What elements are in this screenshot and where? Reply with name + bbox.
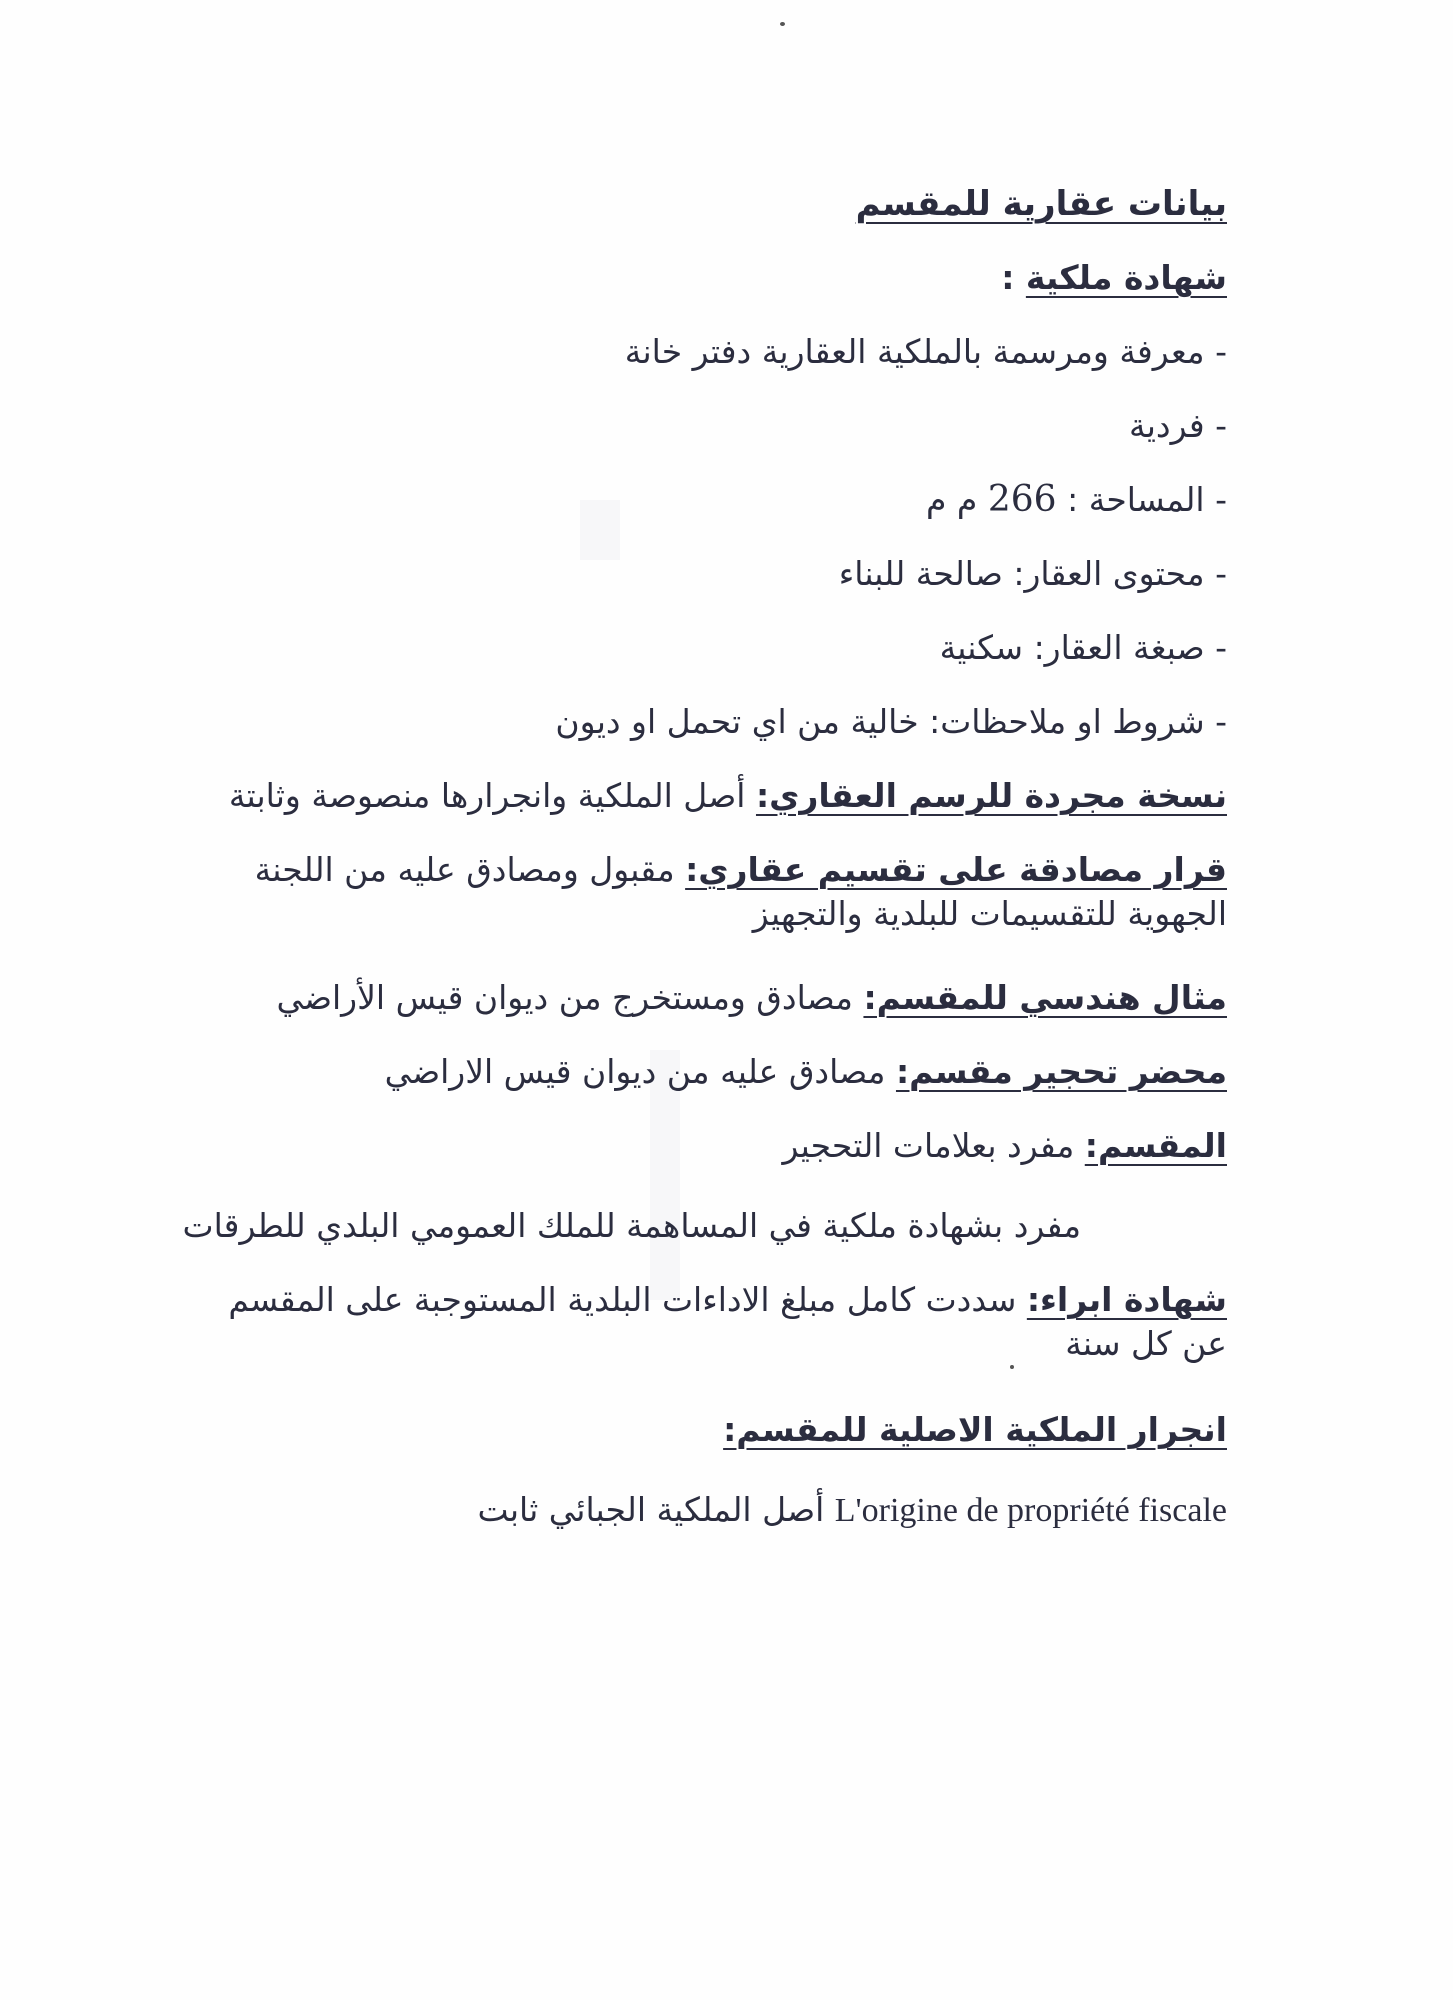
bleed-through-shadow: [580, 500, 620, 560]
area-unit: م م: [926, 480, 978, 519]
engineering-plan-label: مثال هندسي للمقسم:: [863, 978, 1227, 1017]
clearance-row: [187, 1278, 1227, 1366]
area-value: 266: [987, 479, 1057, 520]
item-nature: - صبغة العقار: سكنية: [939, 628, 1227, 667]
origin-row: [477, 1488, 1227, 1533]
engineering-plan-text: مصادق ومستخرج من ديوان قيس الأراضي: [276, 978, 864, 1017]
subdivision-decision-label: قرار مصادقة على تقسيم عقاري:: [685, 850, 1227, 889]
document-title: بيانات عقارية للمقسم: [855, 184, 1227, 224]
item-conditions: - شروط او ملاحظات: خالية من اي تحمل او ديون: [555, 702, 1227, 741]
extract-label: نسخة مجردة للرسم العقاري:: [755, 776, 1227, 815]
clearance-text: سددت كامل مبلغ الاداءات البلدية المستوجبة على المقسم عن كل سنة: [228, 1280, 1227, 1363]
extract-row: [229, 774, 1227, 818]
subdivision-decision-text: مقبول ومصادق عليه من اللجنة الجهوية للتقسيمات للبلدية والتجهيز: [254, 850, 1227, 933]
subdivision-decision-row: [187, 848, 1227, 936]
area-label: - المساحة :: [1067, 480, 1227, 519]
scan-speck: [780, 22, 785, 26]
item-individual: - فردية: [1129, 406, 1227, 445]
original-chain-heading: انجرار الملكية الاصلية للمقسم:: [723, 1410, 1227, 1449]
extract-text: أصل الملكية وانجرارها منصوصة وثابتة: [228, 776, 756, 815]
ownership-heading-label: شهادة ملكية: [1025, 258, 1227, 297]
ownership-heading-colon: :: [1001, 258, 1026, 297]
lot-text: مفرد بعلامات التحجير: [782, 1126, 1085, 1165]
boundary-report-text: مصادق عليه من ديوان قيس الاراضي: [384, 1052, 896, 1091]
origin-french: L'origine de propriété fiscale: [834, 1492, 1227, 1529]
item-area: [926, 478, 1227, 522]
clearance-label: شهادة ابراء:: [1026, 1280, 1227, 1319]
engineering-plan-row: [276, 976, 1227, 1020]
origin-arabic: أصل الملكية الجبائي ثابت: [477, 1490, 825, 1529]
boundary-report-row: [385, 1050, 1227, 1094]
item-content: - محتوى العقار: صالحة للبناء: [838, 554, 1227, 593]
item-registered: - معرفة ومرسمة بالملكية العقارية دفتر خانة: [624, 332, 1227, 371]
boundary-report-label: محضر تحجير مقسم:: [895, 1052, 1227, 1091]
ownership-heading: [1001, 256, 1227, 300]
lot-label: المقسم:: [1084, 1126, 1227, 1165]
lot-row: [782, 1124, 1227, 1168]
lot-line2: مفرد بشهادة ملكية في المساهمة للملك العمومي البلدي للطرقات: [182, 1206, 1081, 1245]
